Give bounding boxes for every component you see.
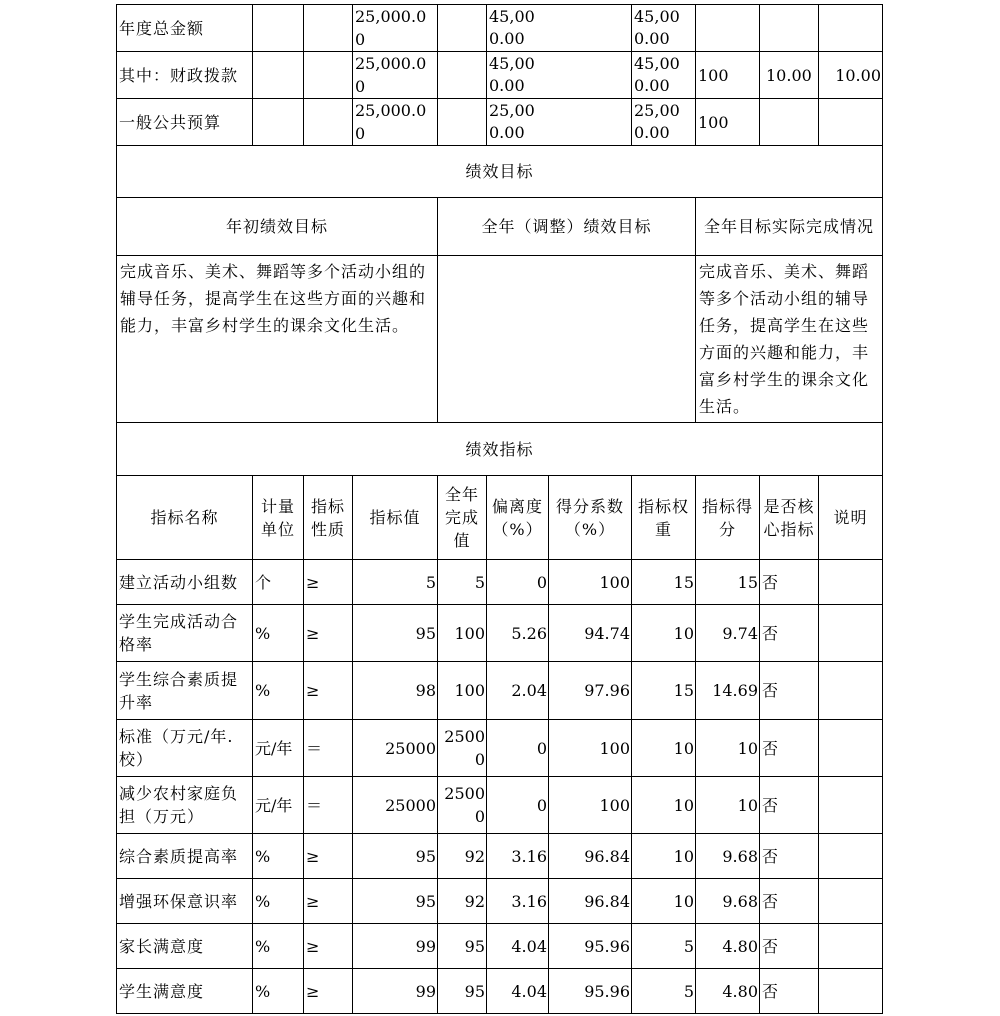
indicator-weight: 5 (632, 924, 696, 969)
indicator-unit: % (253, 969, 304, 1014)
indicator-core: 否 (760, 605, 819, 662)
indicator-nature: ＝ (304, 777, 353, 834)
indicator-target: 99 (353, 924, 438, 969)
table-row (117, 662, 883, 720)
indicator-nature: ≥ (304, 879, 353, 924)
indicator-score: 9.74 (696, 605, 760, 662)
indicator-name: 综合素质提高率 (117, 834, 253, 879)
cell (760, 99, 819, 146)
indicator-note (819, 662, 883, 720)
indicator-deviation: 4.04 (487, 924, 549, 969)
table-row (117, 969, 883, 1014)
budget-value (487, 5, 632, 52)
indicator-weight: 15 (632, 662, 696, 720)
indicator-score: 4.80 (696, 924, 760, 969)
budget-value (760, 5, 819, 52)
budget-value-text: 45,000.00 (634, 54, 680, 95)
table-row (117, 777, 883, 834)
cell (253, 5, 304, 52)
indicator-deviation: 2.04 (487, 662, 549, 720)
header-weight: 指标权重 (632, 476, 696, 560)
indicator-deviation: 5.26 (487, 605, 549, 662)
budget-value: 25,000.00 (353, 99, 438, 146)
indicator-score: 4.80 (696, 969, 760, 1014)
indicator-note (819, 720, 883, 777)
header-actual: 全年完成值 (438, 476, 487, 560)
indicator-actual: 25000 (438, 720, 487, 777)
indicator-coefficient: 96.84 (549, 879, 632, 924)
indicator-weight: 5 (632, 969, 696, 1014)
indicator-deviation: 4.04 (487, 969, 549, 1014)
budget-value: 10.00 (760, 52, 819, 99)
indicator-deviation: 3.16 (487, 834, 549, 879)
indicator-unit: % (253, 605, 304, 662)
indicator-nature: ≥ (304, 662, 353, 720)
indicators-section-title: 绩效指标 (117, 423, 883, 476)
indicator-target: 95 (353, 605, 438, 662)
budget-value: 100 (696, 52, 760, 99)
indicator-score: 10 (696, 777, 760, 834)
indicator-deviation: 0 (487, 560, 549, 605)
header-note: 说明 (819, 476, 883, 560)
header-nature: 指标性质 (304, 476, 353, 560)
indicator-nature: ≥ (304, 924, 353, 969)
indicator-core: 否 (760, 777, 819, 834)
indicator-nature: ≥ (304, 605, 353, 662)
indicator-core: 否 (760, 879, 819, 924)
header-indicator-name: 指标名称 (117, 476, 253, 560)
budget-value: 25,000.00 (353, 52, 438, 99)
indicator-weight: 10 (632, 720, 696, 777)
goals-title-row (117, 146, 883, 198)
indicator-weight: 10 (632, 605, 696, 662)
indicator-score: 9.68 (696, 879, 760, 924)
budget-value (632, 99, 696, 146)
indicator-coefficient: 95.96 (549, 969, 632, 1014)
indicator-unit: % (253, 662, 304, 720)
budget-value (632, 52, 696, 99)
indicator-score: 14.69 (696, 662, 760, 720)
indicator-target: 25000 (353, 777, 438, 834)
goals-col-actual: 全年目标实际完成情况 (696, 198, 883, 256)
indicators-header-row (117, 476, 883, 560)
indicator-actual: 95 (438, 969, 487, 1014)
indicator-name: 增强环保意识率 (117, 879, 253, 924)
cell (304, 5, 353, 52)
header-deviation: 偏离度（%） (487, 476, 549, 560)
indicator-coefficient: 96.84 (549, 834, 632, 879)
indicator-name: 减少农村家庭负担（万元） (117, 777, 253, 834)
budget-label: 年度总金额 (117, 5, 253, 52)
budget-value (819, 5, 883, 52)
indicator-score: 9.68 (696, 834, 760, 879)
goals-adjusted-text (438, 256, 696, 423)
budget-value (632, 5, 696, 52)
indicator-actual: 25000 (438, 777, 487, 834)
table-row (117, 605, 883, 662)
indicator-score: 10 (696, 720, 760, 777)
indicator-unit: % (253, 834, 304, 879)
goals-col-initial: 年初绩效目标 (117, 198, 438, 256)
indicator-coefficient: 100 (549, 777, 632, 834)
budget-label: 一般公共预算 (117, 99, 253, 146)
table-row (117, 834, 883, 879)
indicator-deviation: 0 (487, 777, 549, 834)
cell (819, 99, 883, 146)
goals-section-title: 绩效目标 (117, 146, 883, 198)
budget-value: 25,000.00 (353, 5, 438, 52)
indicator-unit: % (253, 924, 304, 969)
budget-label: 其中：财政拨款 (117, 52, 253, 99)
indicator-core: 否 (760, 924, 819, 969)
indicator-core: 否 (760, 969, 819, 1014)
table-row (117, 924, 883, 969)
indicator-note (819, 777, 883, 834)
indicator-target: 95 (353, 879, 438, 924)
budget-value (487, 99, 632, 146)
indicator-unit: % (253, 879, 304, 924)
indicator-deviation: 0 (487, 720, 549, 777)
table-row (117, 720, 883, 777)
budget-value (487, 52, 632, 99)
goals-col-adjusted: 全年（调整）绩效目标 (438, 198, 696, 256)
indicator-actual: 5 (438, 560, 487, 605)
indicator-note (819, 560, 883, 605)
indicator-note (819, 834, 883, 879)
budget-value: 100 (696, 99, 760, 146)
indicator-target: 95 (353, 834, 438, 879)
header-target: 指标值 (353, 476, 438, 560)
indicator-weight: 15 (632, 560, 696, 605)
cell (438, 5, 487, 52)
indicator-coefficient: 100 (549, 560, 632, 605)
indicator-note (819, 924, 883, 969)
header-core: 是否核心指标 (760, 476, 819, 560)
budget-row-fiscal (117, 52, 883, 99)
indicator-name: 建立活动小组数 (117, 560, 253, 605)
budget-value: 10.00 (819, 52, 883, 99)
budget-row-total (117, 5, 883, 52)
budget-value-text: 45,000.00 (489, 54, 535, 95)
indicator-core: 否 (760, 834, 819, 879)
indicator-coefficient: 94.74 (549, 605, 632, 662)
indicator-actual: 92 (438, 834, 487, 879)
indicator-weight: 10 (632, 879, 696, 924)
cell (304, 52, 353, 99)
indicator-actual: 100 (438, 662, 487, 720)
indicator-nature: ＝ (304, 720, 353, 777)
indicator-core: 否 (760, 560, 819, 605)
goals-initial-text: 完成音乐、美术、舞蹈等多个活动小组的辅导任务，提高学生在这些方面的兴趣和能力，丰富乡村学生的课余文化生活。 (117, 256, 438, 423)
table-row (117, 879, 883, 924)
budget-value (696, 5, 760, 52)
header-unit: 计量单位 (253, 476, 304, 560)
indicator-weight: 10 (632, 834, 696, 879)
goals-actual-text: 完成音乐、美术、舞蹈等多个活动小组的辅导任务，提高学生在这些方面的兴趣和能力，丰富乡村学生的课余文化生活。 (696, 256, 883, 423)
indicator-actual: 95 (438, 924, 487, 969)
header-coefficient: 得分系数（%） (549, 476, 632, 560)
indicator-actual: 92 (438, 879, 487, 924)
goals-header-row (117, 198, 883, 256)
goals-content-row (117, 256, 883, 423)
indicator-coefficient: 95.96 (549, 924, 632, 969)
indicator-name: 学生满意度 (117, 969, 253, 1014)
performance-table (116, 4, 883, 1014)
indicator-target: 99 (353, 969, 438, 1014)
indicator-name: 学生综合素质提升率 (117, 662, 253, 720)
indicator-actual: 100 (438, 605, 487, 662)
indicator-weight: 10 (632, 777, 696, 834)
budget-row-general (117, 99, 883, 146)
budget-value-text: 45,000.00 (489, 7, 535, 48)
cell (304, 99, 353, 146)
indicator-core: 否 (760, 720, 819, 777)
indicator-name: 标准（万元/年.校） (117, 720, 253, 777)
indicator-note (819, 605, 883, 662)
indicator-note (819, 969, 883, 1014)
indicator-unit: 元/年 (253, 720, 304, 777)
indicator-target: 25000 (353, 720, 438, 777)
cell (438, 52, 487, 99)
indicator-note (819, 879, 883, 924)
header-score: 指标得分 (696, 476, 760, 560)
indicator-target: 5 (353, 560, 438, 605)
indicator-target: 98 (353, 662, 438, 720)
indicator-deviation: 3.16 (487, 879, 549, 924)
indicator-score: 15 (696, 560, 760, 605)
indicators-title-row (117, 423, 883, 476)
indicator-coefficient: 97.96 (549, 662, 632, 720)
indicator-unit: 个 (253, 560, 304, 605)
budget-value-text: 45,000.00 (634, 7, 680, 48)
indicator-unit: 元/年 (253, 777, 304, 834)
indicator-nature: ≥ (304, 560, 353, 605)
indicator-name: 学生完成活动合格率 (117, 605, 253, 662)
indicator-coefficient: 100 (549, 720, 632, 777)
budget-value-text: 25,000.00 (634, 101, 680, 142)
cell (253, 99, 304, 146)
indicator-nature: ≥ (304, 834, 353, 879)
indicator-name: 家长满意度 (117, 924, 253, 969)
indicator-core: 否 (760, 662, 819, 720)
cell (438, 99, 487, 146)
cell (253, 52, 304, 99)
indicator-nature: ≥ (304, 969, 353, 1014)
table-row (117, 560, 883, 605)
budget-value-text: 25,000.00 (489, 101, 535, 142)
